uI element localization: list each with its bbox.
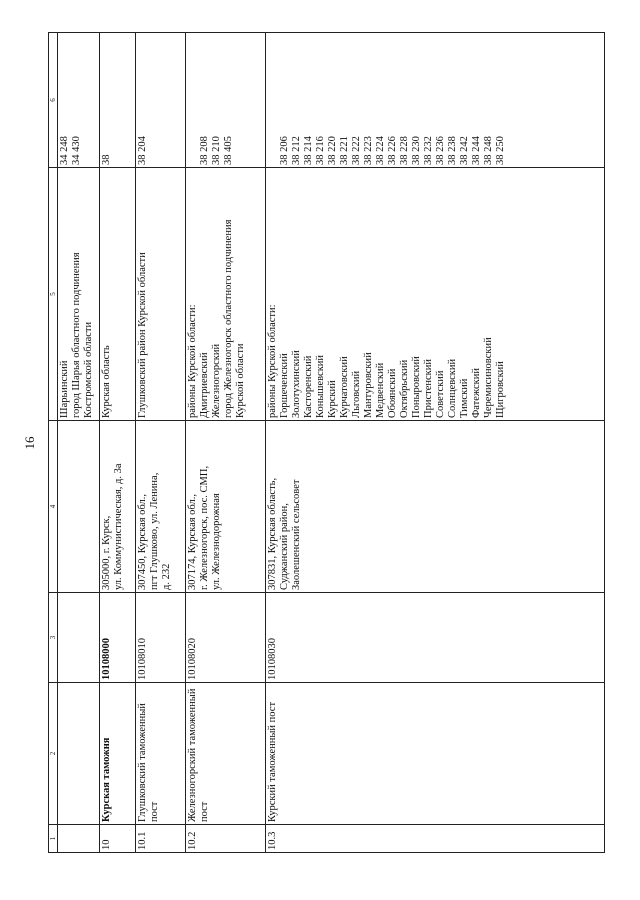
row-number: 10.1 [136,825,186,853]
code-line: 38 220 [327,136,338,165]
column-header: 6 [49,33,58,168]
post-address [266,421,605,593]
region-line: Поныровский [411,356,422,418]
region-line: Черемисиновский [483,337,494,418]
code-line: 34 430 [71,136,82,165]
table-row [186,33,266,853]
row-number [58,825,100,853]
row-number: 10 [100,825,136,853]
address-line: д. 232 [161,563,172,590]
post-code: 10108030 [266,593,605,683]
region-line: город Шарья областного подчинения [71,252,82,418]
region-line: Касторенский [303,355,314,418]
header-row [49,33,58,853]
post-name: Железногорский таможенный пост [186,683,266,825]
region-line: Шарьинский [59,360,70,418]
post-name: Курская таможня [100,683,136,825]
address-line: 305000, г. Курск, [101,515,112,590]
region-line: Солнцевский [447,358,458,418]
codes-cell [136,33,186,168]
column-header: 4 [49,421,58,593]
region-line: Медвенский [375,362,386,418]
region-line: Щигровский [495,361,506,418]
regions-cell [136,168,186,421]
page-number: 16 [22,436,37,450]
customs-table [48,32,605,853]
region-line: Курчатовский [339,356,350,418]
address-line: г. Железногорск, пос. СМП, [199,465,210,590]
row-number: 10.2 [186,825,266,853]
code-line: 38 [101,154,112,165]
column-header: 5 [49,168,58,421]
region-line: Мантуровский [363,352,374,418]
code-line: 38 248 [483,136,494,165]
post-code: 10108000 [100,593,136,683]
code-line: 38 228 [399,136,410,165]
code-line [267,35,279,165]
column-header: 1 [49,825,58,853]
code-line: 38 206 [279,136,290,165]
post-address [100,421,136,593]
region-line: Пристенский [423,359,434,418]
address-line: 307450, Курская обл., [137,493,148,590]
code-line: 38 232 [423,136,434,165]
address-line: Заолешенский сельсовет [291,479,302,590]
region-line: Железногорский [211,343,222,418]
regions-cell [58,168,100,421]
address-line: ул. Коммунистическая, д. 3а [113,463,124,590]
post-address [186,421,266,593]
row-number: 10.3 [266,825,605,853]
post-address [58,421,100,593]
code-line: 38 405 [223,136,234,165]
code-line: 38 236 [435,136,446,165]
region-line: Дмитриевский [199,352,210,418]
column-header: 2 [49,683,58,825]
code-line: 38 230 [411,136,422,165]
address-line: 307831, Курская область, [267,477,278,590]
codes-cell [186,33,266,168]
post-name: Глушковский таможенный пост [136,683,186,825]
address-line: Суджанский район, [279,503,290,590]
post-name [58,683,100,825]
region-line: Льговский [351,370,362,418]
code-line: 38 238 [447,136,458,165]
code-line: 38 216 [315,136,326,165]
table-row [58,33,100,853]
region-line: Костромской области [83,321,94,418]
region-line: Курской области [235,343,246,418]
region-line: Фатежский [471,368,482,418]
region-line: город Железногорск областного подчинения [223,219,234,418]
region-line: Горшеченский [279,353,290,418]
code-line: 38 214 [303,136,314,165]
post-code [58,593,100,683]
code-line: 34 248 [59,136,70,165]
table-row [266,33,605,853]
codes-cell [266,33,605,168]
regions-cell [266,168,605,421]
code-line: 38 224 [375,136,386,165]
post-code: 10108010 [136,593,186,683]
region-line: районы Курской области: [187,304,198,418]
codes-cell [100,33,136,168]
code-line: 38 250 [495,136,506,165]
code-line: 38 212 [291,136,302,165]
code-line: 38 222 [351,136,362,165]
region-line: Курская область [101,345,112,418]
region-line: Октябрьский [399,359,410,418]
regions-cell [100,168,136,421]
post-name: Курский таможенный пост [266,683,605,825]
address-line: пгт Глушково, ул. Ленина, [149,472,160,590]
code-line: 38 242 [459,136,470,165]
code-line [187,35,199,165]
code-line: 38 208 [199,136,210,165]
regions-cell [186,168,266,421]
region-line: Конышевский [315,354,326,418]
region-line: Обоянский [387,368,398,418]
code-line: 38 221 [339,136,350,165]
region-line: Золотухинский [291,350,302,418]
code-line: 38 244 [471,136,482,165]
post-code: 10108020 [186,593,266,683]
table-row [136,33,186,853]
code-line: 38 223 [363,136,374,165]
code-line: 38 226 [387,136,398,165]
region-line: Курский [327,380,338,418]
column-header: 3 [49,593,58,683]
region-line: Тимский [459,378,470,418]
region-line: Глушковский район Курской области [137,252,148,418]
address-line: 307174, Курская обл., [187,493,198,590]
region-line: районы Курской области: [267,304,278,418]
code-line: 38 210 [211,136,222,165]
table-row [100,33,136,853]
address-line: ул. Железнодорожная [211,493,222,590]
rotated-page-content [48,33,605,853]
region-line: Советский [435,370,446,418]
code-line: 38 204 [137,136,148,165]
post-address [136,421,186,593]
codes-cell [58,33,100,168]
